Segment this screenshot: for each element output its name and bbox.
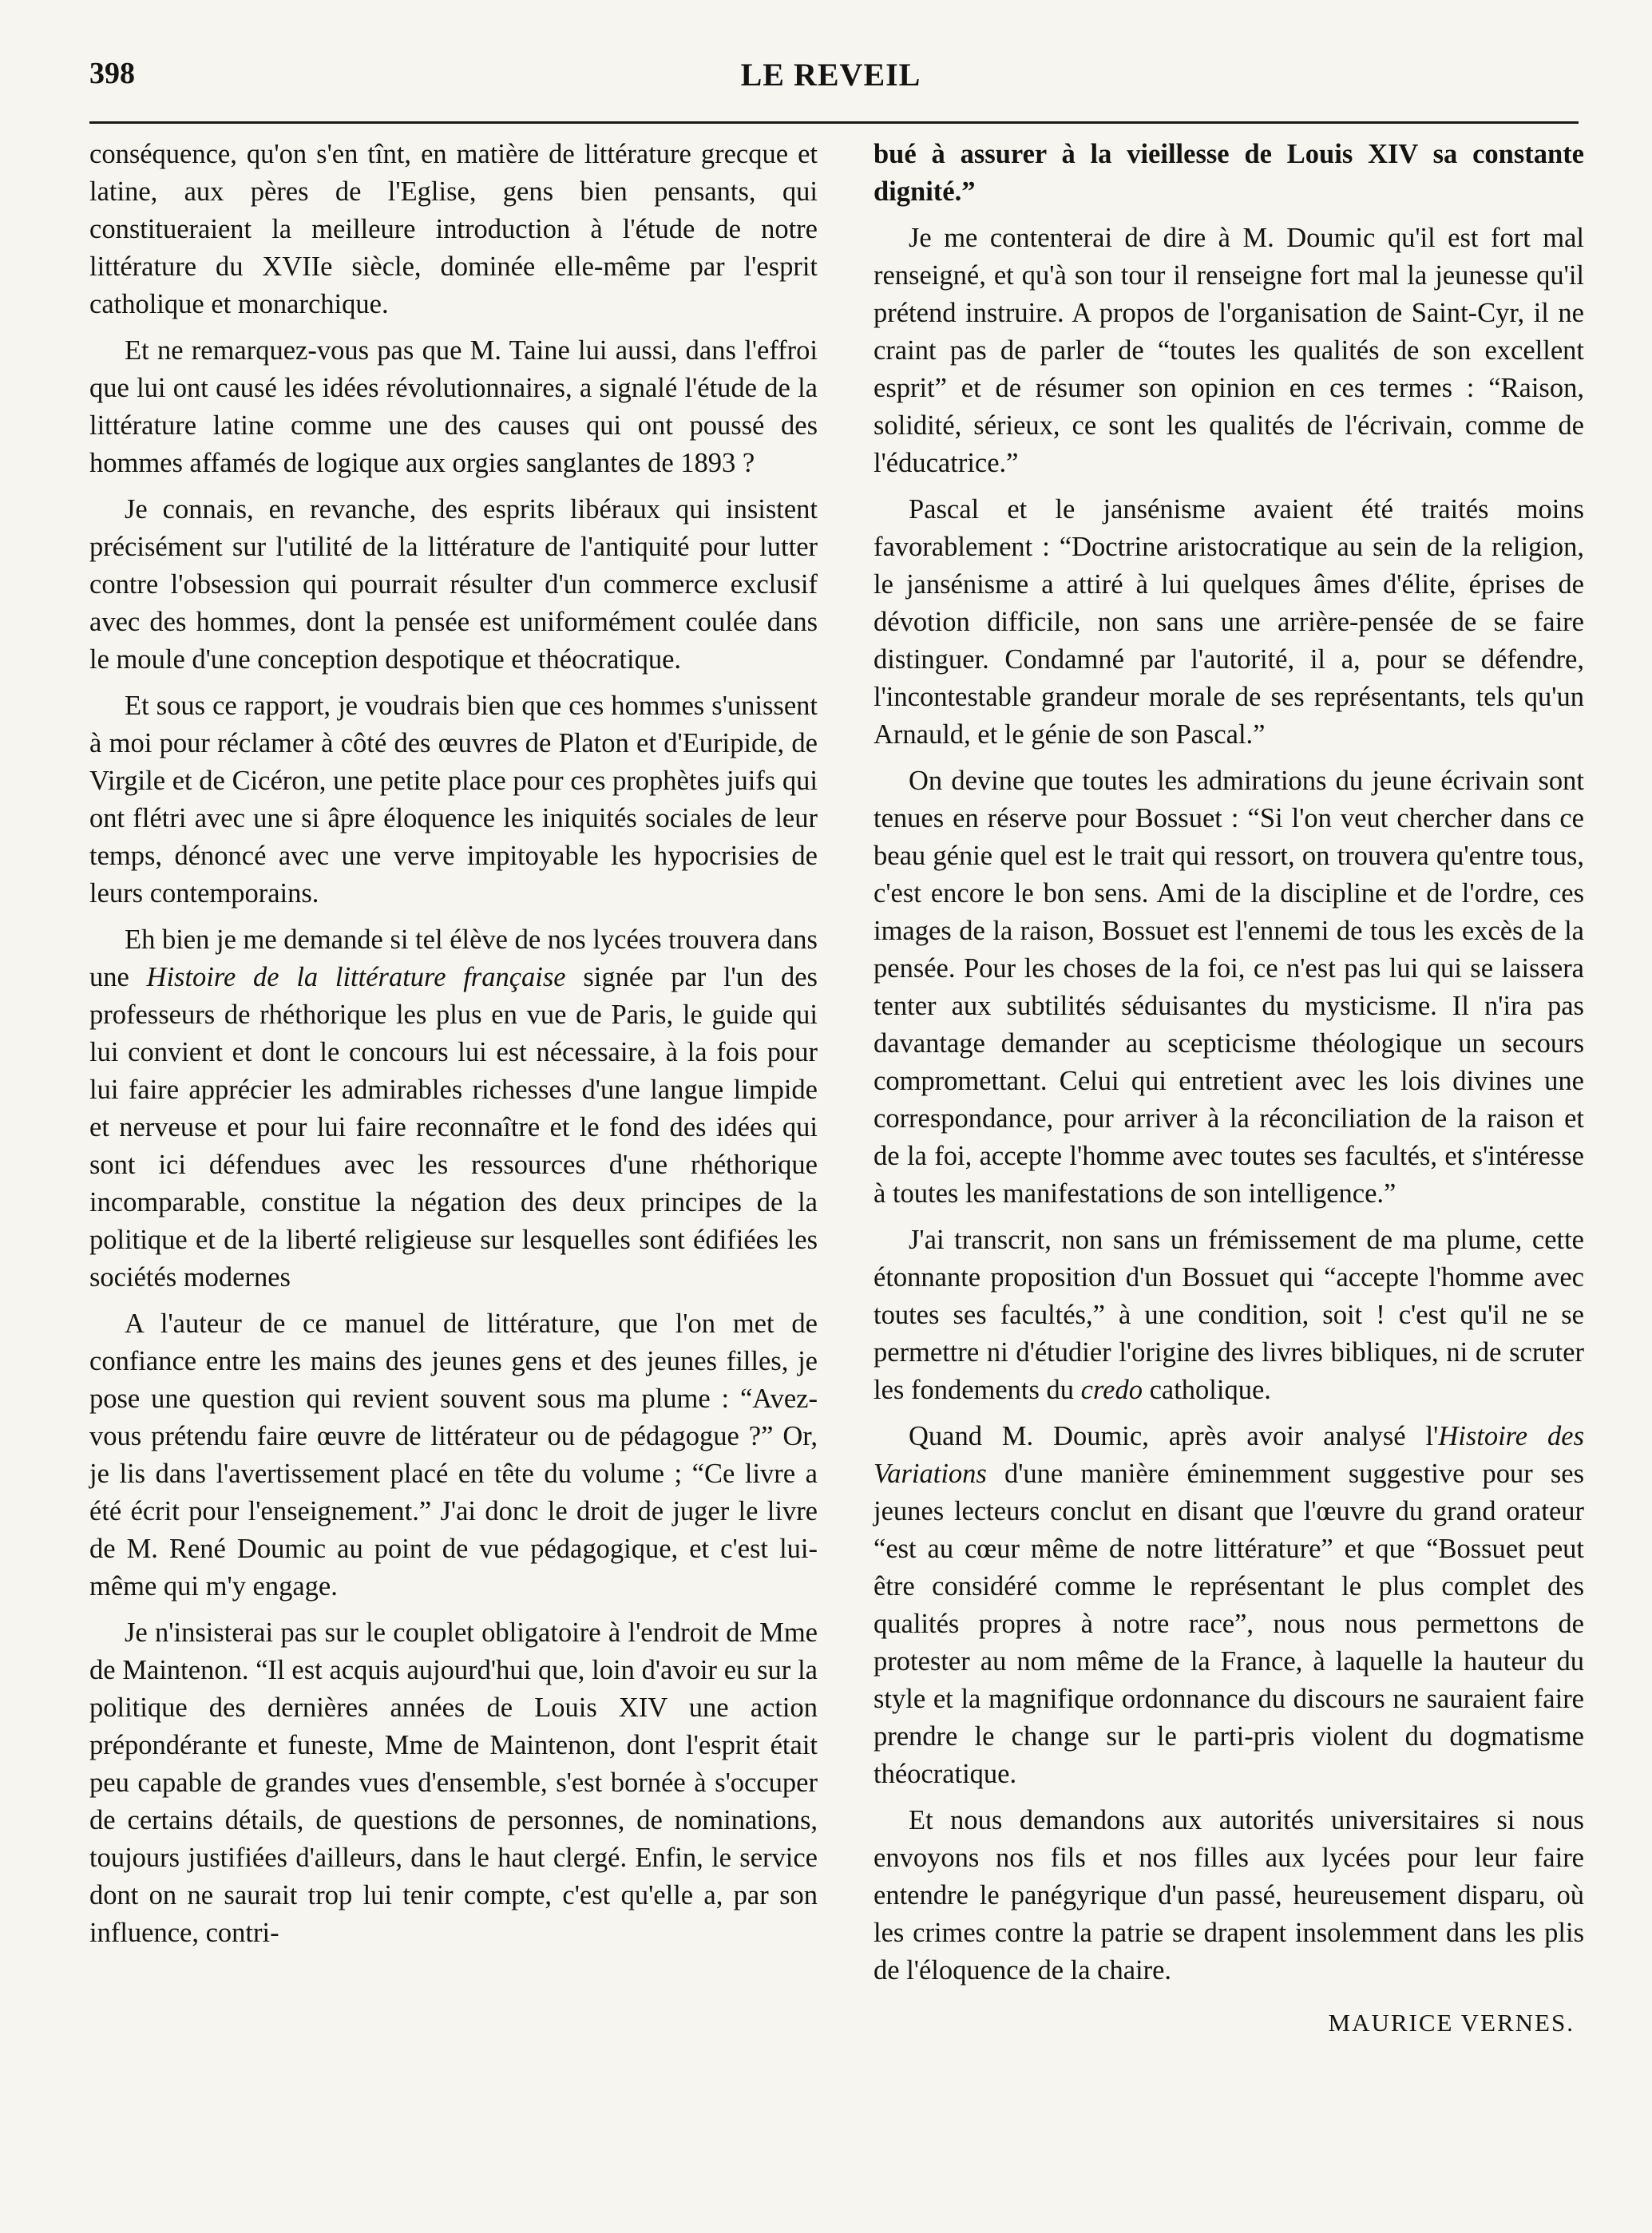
running-title: LE REVEIL [740, 57, 921, 93]
left-column [89, 136, 818, 1961]
page-number: 398 [89, 57, 135, 90]
paragraph [89, 921, 818, 1297]
header-rule [89, 121, 1579, 124]
paragraph: Et nous demandons aux autorités universitaires si nous envoyons nos fils et nos filles aux lycées pour leur faire entendre le panégyrique d'un passé, heureusement disparu, où les crimes contre la patrie se drapent insolemment dans les plis de l'éloquence de la chaire. [874, 1805, 1584, 1986]
text-run: catholique. [1142, 1375, 1271, 1405]
paragraph [874, 1418, 1584, 1793]
paragraph: Et ne remarquez-vous pas que M. Taine lui aussi, dans l'effroi que lui ont causé les idées révolutionnaires, a signalé l'étude de la littérature latine comme une des causes qui ont poussé des hommes affamés de logique aux orgies sanglantes de 1893 ? [89, 335, 818, 478]
paragraph: Pascal et le jansénisme avaient été traités moins favorablement : “Doctrine aristocratique au sein de la religion, le jansénisme a attiré à lui quelques âmes d'élite, éprises de dévotion difficile, non sans une arrière-pensée de se faire distinguer. Condamné par l'autorité, il a, pour se défendre, l'incontestable grandeur morale de ses représentants, tels qu'un Arnauld, et le génie de son Pascal.” [874, 494, 1584, 750]
paragraph: A l'auteur de ce manuel de littérature, que l'on met de confiance entre les mains des jeunes gens et des jeunes filles, je pose une question qui revient souvent sous ma plume : “Avez-vous prétendu faire œuvre de littérateur ou de pédagogue ?” Or, je lis dans l'avertissement placé en tête du volume ; “Ce livre a été écrit pour l'enseignement.” J'ai donc le droit de juger le livre de M. René Doumic au point de vue pédagogique, et c'est lui-même qui m'y engage. [89, 1309, 818, 1602]
paragraph: conséquence, qu'on s'en tînt, en matière de littérature grecque et latine, aux pères de l'Eglise, gens bien pensants, qui constitueraient la meilleure introduction à l'étude de notre littérature du XVIIe siècle, dominée elle-même par l'esprit catholique et monarchique. [89, 139, 818, 319]
text-run: signée par l'un des professeurs de rhéthorique les plus en vue de Paris, le guide qui lui convient et dont le concours lui est nécessaire, à la fois pour lui faire apprécier les admirables richesses d'une langue limpide et nerveuse et pour lui faire reconnaître et le fond des idées qui sont ici défendues avec les ressources d'une rhéthorique incomparable, constitue la négation des deux principes de la politique et de la liberté religieuse sur lesquelles sont édifiées les sociétés modernes [89, 962, 818, 1293]
text-run: d'une manière éminemment suggestive pour ses jeunes lecteurs conclut en disant que l'œuvre du grand orateur “est au cœur même de notre littérature” et que “Bossuet peut être considéré comme le représentant le plus complet des qualités propres à notre race”, nous nous permettons de protester au nom même de la France, à laquelle la hauteur du style et la magnifique ordonnance du discours ne sauraient faire prendre le change sur le parti-pris violent du dogmatisme théocratique. [874, 1459, 1584, 1789]
paragraph: On devine que toutes les admirations du jeune écrivain sont tenues en réserve pour Bossuet : “Si l'on veut chercher dans ce beau génie quel est le trait qui ressort, on trouvera qu'entre tous, c'est encore le bon sens. Ami de la discipline et de l'ordre, ces images de la raison, Bossuet est l'ennemi de tous les excès de la pensée. Pour les choses de la foi, ce n'est pas lui qui se laissera tenter aux subtilités séduisantes du mysticisme. Il n'ira pas davantage demander au scepticisme théologique un secours compromettant. Celui qui entretient avec les lois divines une correspondance, pour arriver à la réconciliation de la raison et de la foi, accepte l'homme avec toutes ses facultés, et s'intéresse à toutes les manifestations de son intelligence.” [874, 766, 1584, 1209]
italic-book-title: Histoire des Variations [874, 1421, 1584, 1489]
text-run: Eh bien je me demande si tel élève de nos lycées trouvera dans une [89, 924, 818, 992]
paragraph: Je n'insisterai pas sur le couplet obligatoire à l'endroit de Mme de Maintenon. “Il est acquis aujourd'hui que, loin d'avoir eu sur la politique des dernières années de Louis XIV une action prépondérante et funeste, Mme de Maintenon, dont l'esprit était peu capable de grandes vues d'ensemble, s'est bornée à s'occuper de certains détails, de questions de personnes, de nominations, toujours justifiées d'ailleurs, dans le haut clergé. Enfin, le service dont on ne saurait trop lui tenir compte, c'est qu'elle a, par son influence, contri- [89, 1617, 818, 1948]
text-run: J'ai transcrit, non sans un frémissement de ma plume, cette étonnante proposition d'un Bossuet qui “accepte l'homme avec toutes ses facultés,” à une condition, soit ! c'est qu'il ne se permettre ni d'étudier l'origine des livres bibliques, ni de scruter les fondements du [874, 1225, 1584, 1405]
paragraph: Je connais, en revanche, des esprits libéraux qui insistent précisément sur l'utilité de la littérature de l'antiquité pour lutter contre l'obsession qui pourrait résulter d'un commerce exclusif avec des hommes, dont la pensée est uniformément coulée dans le moule d'une conception despotique et théocratique. [89, 494, 818, 675]
paragraph [874, 1221, 1584, 1409]
right-column [874, 136, 1584, 2050]
author-signature: MAURICE VERNES. [1328, 2009, 1575, 2037]
page-header [89, 56, 1572, 112]
paragraph: bué à assurer à la vieillesse de Louis XIV sa constante dignité.” [874, 139, 1584, 207]
paragraph: Je me contenterai de dire à M. Doumic qu'il est fort mal renseigné, et qu'à son tour il renseigne fort mal la jeunesse qu'il prétend instruire. A propos de l'organisation de Saint-Cyr, il ne craint pas de parler de “toutes les qualités de son excellent esprit” et de résumer son opinion en ces termes : “Raison, solidité, sérieux, ce sont les qualités de l'écrivain, comme de l'éducatrice.” [874, 223, 1584, 478]
text-run: Quand M. Doumic, après avoir analysé l' [909, 1421, 1439, 1451]
italic-book-title: Histoire de la littérature française [146, 962, 566, 992]
paragraph: Et sous ce rapport, je voudrais bien que ces hommes s'unissent à moi pour réclamer à côté des œuvres de Platon et d'Euripide, de Virgile et de Cicéron, une petite place pour ces prophètes juifs qui ont flétri avec une si âpre éloquence les iniquités sociales de leur temps, dénoncé avec une verve impitoyable les hypocrisies de leurs contemporains. [89, 691, 818, 909]
italic-word: credo [1080, 1375, 1143, 1405]
